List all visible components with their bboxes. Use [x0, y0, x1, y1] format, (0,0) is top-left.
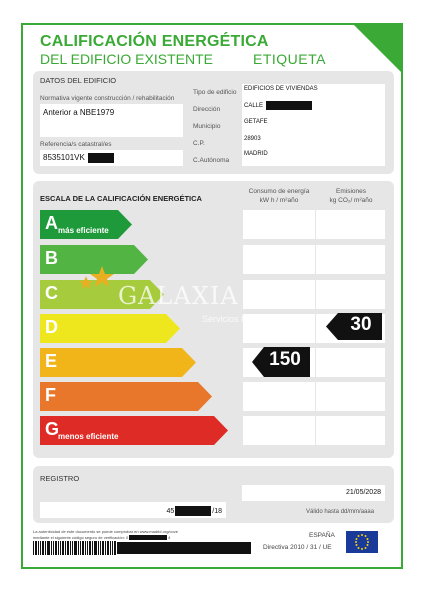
registro-date: 21/05/2028 — [345, 489, 381, 496]
autonomia-value: MADRID — [244, 151, 268, 157]
consumption-header-line1: Consumo de energía — [248, 188, 310, 195]
watermark-logo: GALAXIA — [118, 282, 239, 310]
emissions-cell-b — [316, 245, 385, 274]
legal-line2-text: mediante el siguiente código seguro de verificación: 0 — [33, 535, 129, 540]
band-d-arrow — [40, 314, 180, 343]
emissions-cell-g — [316, 416, 385, 445]
redaction-block — [266, 101, 312, 110]
band-e — [40, 348, 196, 377]
normativa-field — [40, 104, 183, 137]
municipio-field — [242, 117, 385, 134]
band-g-letter: G — [45, 419, 60, 439]
emissions-header-line1: Emisiones — [336, 188, 366, 195]
consumption-cell-a — [243, 210, 315, 239]
valid-until-label: Válido hasta dd/mm/aaaa — [306, 509, 375, 515]
ref-field — [40, 150, 183, 166]
municipio-value: GETAFE — [244, 119, 268, 125]
normativa-label: Normativa vigente construcción / rehabilitación — [40, 95, 175, 102]
legal-line1: La autenticidad de este documento se puede comprobar en www.madrid.org/cove — [33, 529, 178, 534]
registro-number-suffix: /18 — [212, 507, 222, 515]
consumption-value: 150 — [269, 349, 301, 370]
registro-number-field — [40, 502, 226, 518]
watermark-subtitle: Servicios Inmobiliarios — [202, 314, 292, 324]
band-e-arrow — [40, 348, 196, 377]
autonomia-label: C.Autónoma — [193, 157, 230, 164]
redaction-block — [88, 153, 114, 163]
emissions-header-line2: kg CO₂/ m²año — [329, 197, 373, 204]
consumption-cell-f — [243, 382, 315, 411]
band-c-letter: C — [45, 283, 58, 303]
cp-value: 28903 — [244, 136, 261, 142]
direccion-value: CALLE — [244, 103, 264, 110]
band-a-sub: más eficiente — [58, 226, 109, 235]
eu-flag-icon — [346, 531, 378, 553]
cp-field — [242, 134, 385, 149]
registro-title: REGISTRO — [40, 474, 80, 483]
cp-label: C.P. — [193, 140, 205, 147]
watermark-chinese: 银禧房产 — [262, 292, 306, 304]
emissions-cell-a — [316, 210, 385, 239]
emissions-value: 30 — [350, 314, 372, 335]
emissions-header — [315, 187, 387, 205]
consumption-cell-b — [243, 245, 315, 274]
band-a — [40, 210, 132, 239]
tipo-field — [242, 84, 385, 99]
emissions-cell-f — [316, 382, 385, 411]
consumption-header — [243, 187, 315, 205]
band-f-letter: F — [45, 385, 56, 405]
star-icon — [76, 266, 116, 294]
country-label: ESPAÑA — [309, 532, 335, 539]
tipo-value: EDIFICIOS DE VIVIENDAS — [244, 86, 318, 92]
redaction-block — [175, 506, 211, 516]
autonomia-field — [242, 149, 385, 166]
ref-value: 8535101VK — [43, 153, 85, 163]
registro-number-prefix: 45 — [166, 507, 175, 515]
band-b-letter: B — [45, 248, 58, 268]
band-d — [40, 314, 180, 343]
registro-date-field — [242, 485, 385, 501]
consumption-header-line2: kW h / m²año — [259, 197, 299, 204]
scale-section-title: ESCALA DE LA CALIFICACIÓN ENERGÉTICA — [40, 194, 202, 203]
band-f-arrow — [40, 382, 212, 411]
tipo-label: Tipo de edificio — [193, 89, 237, 96]
band-e-letter: E — [45, 351, 58, 371]
consumption-cell-g — [243, 416, 315, 445]
title-line2: DEL EDIFICIO EXISTENTE — [40, 51, 213, 67]
band-g — [40, 416, 228, 445]
etiqueta-label: ETIQUETA — [253, 51, 326, 67]
emissions-cell-c — [316, 280, 385, 309]
legal-line2 — [33, 535, 170, 540]
direccion-label: Dirección — [193, 106, 221, 113]
normativa-value: Anterior a NBE1979 — [43, 108, 115, 117]
ref-label: Referencia/s catastral/es — [40, 141, 112, 148]
building-section-title: DATOS DEL EDIFICIO — [40, 76, 117, 85]
legal-suffix: 4 — [168, 535, 171, 540]
municipio-label: Municipio — [193, 123, 221, 130]
redaction-block — [129, 535, 167, 540]
band-d-letter: D — [45, 317, 58, 337]
band-a-letter: A — [45, 213, 58, 233]
barcode — [33, 541, 251, 555]
emissions-cell-e — [316, 348, 385, 377]
direccion-field — [242, 99, 385, 117]
directive-label: Directiva 2010 / 31 / UE — [263, 544, 332, 551]
band-f — [40, 382, 212, 411]
band-g-sub: menos eficiente — [58, 432, 119, 441]
title-line1: CALIFICACIÓN ENERGÉTICA — [40, 33, 269, 50]
corner-triangle — [352, 23, 403, 74]
